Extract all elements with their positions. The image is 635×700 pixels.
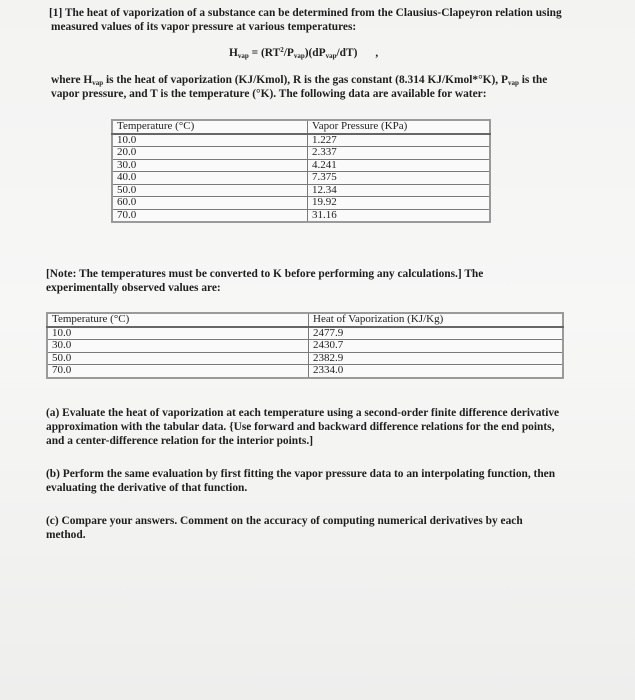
heat-col-value-header: Heat of Vaporization (KJ/Kg) [309,313,564,327]
where-line-2-text: vapor pressure, and T is the temperature (°K). The following data are available for water: [51,88,487,100]
temp-cell: 50.0 [112,184,308,197]
where-c: is the [518,74,548,86]
table-row [47,352,563,365]
table-row [47,340,563,353]
eq-h: H [229,47,238,59]
question-a-line-2 [46,421,554,434]
question-b-line-1-text: (b) Perform the same evaluation by first fitting the vapor pressure data to an interpolating function, then [46,468,556,480]
eq-tail: /dT) [336,47,358,59]
question-a-line-1-text: (a) Evaluate the heat of vaporization at each temperature using a second-order finite difference derivative [46,407,560,419]
eq-comma: , [375,47,379,59]
intro-line-1 [49,7,562,20]
pressure-cell: 1.227 [308,134,491,147]
pressure-cell: 31.16 [308,209,491,222]
eq-p1: /P [283,47,294,59]
heat-cell: 2334.0 [309,365,564,378]
note-line-1 [46,268,483,281]
temp-cell: 30.0 [112,159,308,172]
table-row [112,134,490,147]
where-line-2 [51,88,486,101]
eq-p1-sub: vap [293,52,305,60]
where-b: is the heat of vaporization (KJ/Kmol), R is the gas constant (8.314 KJ/Kmol*°K), P [103,74,508,86]
heat-cell: 2477.9 [309,327,564,340]
eq-sup: 2 [280,46,284,54]
eq-h-sub: vap [237,52,249,60]
where-sub1: vap [92,79,104,87]
heat-cell: 2430.7 [309,340,564,353]
intro-line-2 [51,21,356,34]
eq-mid: = (RT [248,47,281,59]
eq-p2-sub: vap [325,52,337,60]
temp-cell: 30.0 [47,340,309,353]
where-a: where H [51,74,93,86]
vapor-col-pressure-header: Vapor Pressure (KPa) [308,120,491,134]
table-row [47,327,563,340]
note-line-1-text: [Note: The temperatures must be converted to K before performing any calculations.] The [46,268,484,280]
clausius-clapeyron-equation [229,46,378,60]
table-row [112,159,490,172]
vapor-pressure-table [111,119,491,223]
eq-p2: )(dP [304,47,326,59]
temp-cell: 60.0 [112,197,308,210]
question-a-line-2-text: approximation with the tabular data. {Use forward and backward difference relations for the end points, [46,421,555,433]
heat-table-header-row [47,313,563,327]
intro-line-1-text: [1] The heat of vaporization of a substance can be determined from the Clausius-Clapeyron relation using [49,7,562,19]
question-c-line-2-text: method. [46,529,86,541]
question-a-line-1 [46,407,559,420]
table-row [112,147,490,160]
temp-cell: 40.0 [112,172,308,185]
pressure-cell: 19.92 [308,197,491,210]
temp-cell: 70.0 [47,365,309,378]
question-a-line-3 [46,435,313,448]
heat-of-vaporization-table [46,312,564,379]
question-b-line-2-text: evaluating the derivative of that function. [46,482,248,494]
table-row [112,209,490,222]
table-row [112,184,490,197]
temp-cell: 10.0 [112,134,308,147]
question-b-line-2 [46,482,247,495]
question-c-line-2 [46,529,86,542]
vapor-table-header-row [112,120,490,134]
question-c-line-1-text: (c) Compare your answers. Comment on the accuracy of computing numerical derivatives by each [46,515,523,527]
pressure-cell: 4.241 [308,159,491,172]
pressure-cell: 2.337 [308,147,491,160]
temp-cell: 10.0 [47,327,309,340]
vapor-col-temp-header: Temperature (°C) [112,120,308,134]
pressure-cell: 12.34 [308,184,491,197]
pressure-cell: 7.375 [308,172,491,185]
note-line-2-text: experimentally observed values are: [46,282,221,294]
temp-cell: 20.0 [112,147,308,160]
question-b-line-1 [46,468,555,481]
table-row [112,172,490,185]
where-sub2: vap [507,79,519,87]
temp-cell: 70.0 [112,209,308,222]
temp-cell: 50.0 [47,352,309,365]
intro-line-2-text: measured values of its vapor pressure at various temperatures: [51,21,357,33]
heat-cell: 2382.9 [309,352,564,365]
question-c-line-1 [46,515,523,528]
question-a-line-3-text: and a center-difference relation for the interior points.] [46,435,313,447]
table-row [47,365,563,378]
note-line-2 [46,282,221,295]
heat-col-temp-header: Temperature (°C) [47,313,309,327]
table-row [112,197,490,210]
